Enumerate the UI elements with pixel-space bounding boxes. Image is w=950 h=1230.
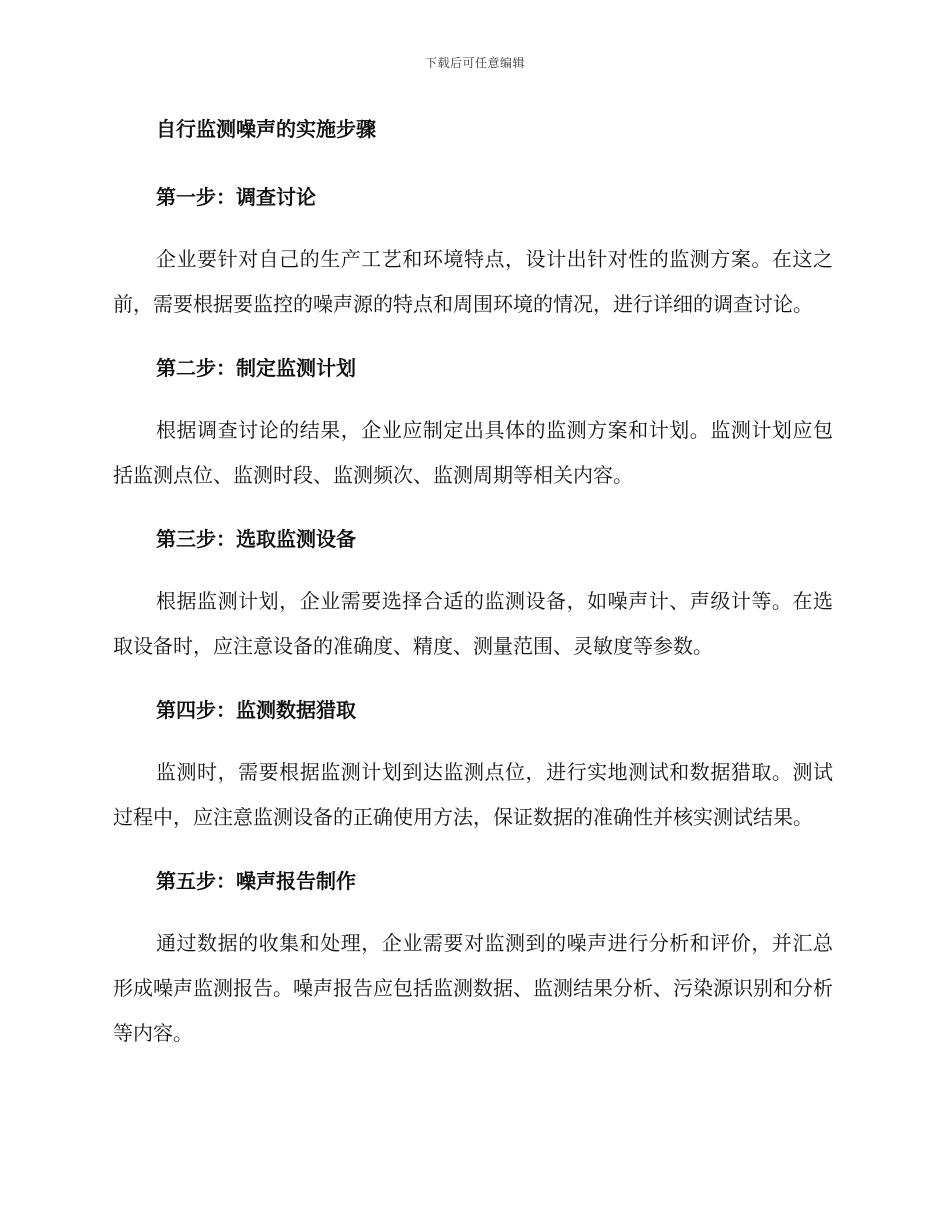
document-title: 自行监测噪声的实施步骤 bbox=[156, 117, 376, 141]
step-paragraph: 企业要针对自己的生产工艺和环境特点，设计出针对性的监测方案。在这之前，需要根据要监控的噪声源的特点和周围环境的情况，进行详细的调查讨论。 bbox=[113, 247, 833, 316]
step-paragraph: 监测时，需要根据监测计划到达监测点位，进行实地测试和数据猎取。测试过程中，应注意监测设备的正确使用方法，保证数据的准确性并核实测试结果。 bbox=[113, 760, 833, 829]
step-paragraph: 通过数据的收集和处理，企业需要对监测到的噪声进行分析和评价，并汇总形成噪声监测报告。噪声报告应包括监测数据、监测结果分析、污染源识别和分析等内容。 bbox=[113, 931, 833, 1045]
header-note: 下载后可任意编辑 bbox=[424, 56, 525, 70]
step-heading: 第一步：调查讨论 bbox=[156, 185, 316, 209]
step-heading: 第四步：监测数据猎取 bbox=[156, 698, 356, 722]
step-paragraph: 根据监测计划，企业需要选择合适的监测设备，如噪声计、声级计等。在选取设备时，应注意设备的准确度、精度、测量范围、灵敏度等参数。 bbox=[113, 589, 833, 658]
document-body bbox=[113, 112, 833, 1080]
step-section-2 bbox=[113, 351, 833, 498]
step-heading: 第二步：制定监测计划 bbox=[156, 356, 356, 380]
step-section-4 bbox=[113, 693, 833, 840]
step-paragraph: 根据调查讨论的结果，企业应制定出具体的监测方案和计划。监测计划应包括监测点位、监测时段、监测频次、监测周期等相关内容。 bbox=[113, 418, 833, 487]
step-heading: 第五步：噪声报告制作 bbox=[156, 869, 356, 893]
step-heading: 第三步：选取监测设备 bbox=[156, 527, 356, 551]
step-section-1 bbox=[113, 180, 833, 327]
step-section-5 bbox=[113, 864, 833, 1056]
step-section-3 bbox=[113, 522, 833, 669]
